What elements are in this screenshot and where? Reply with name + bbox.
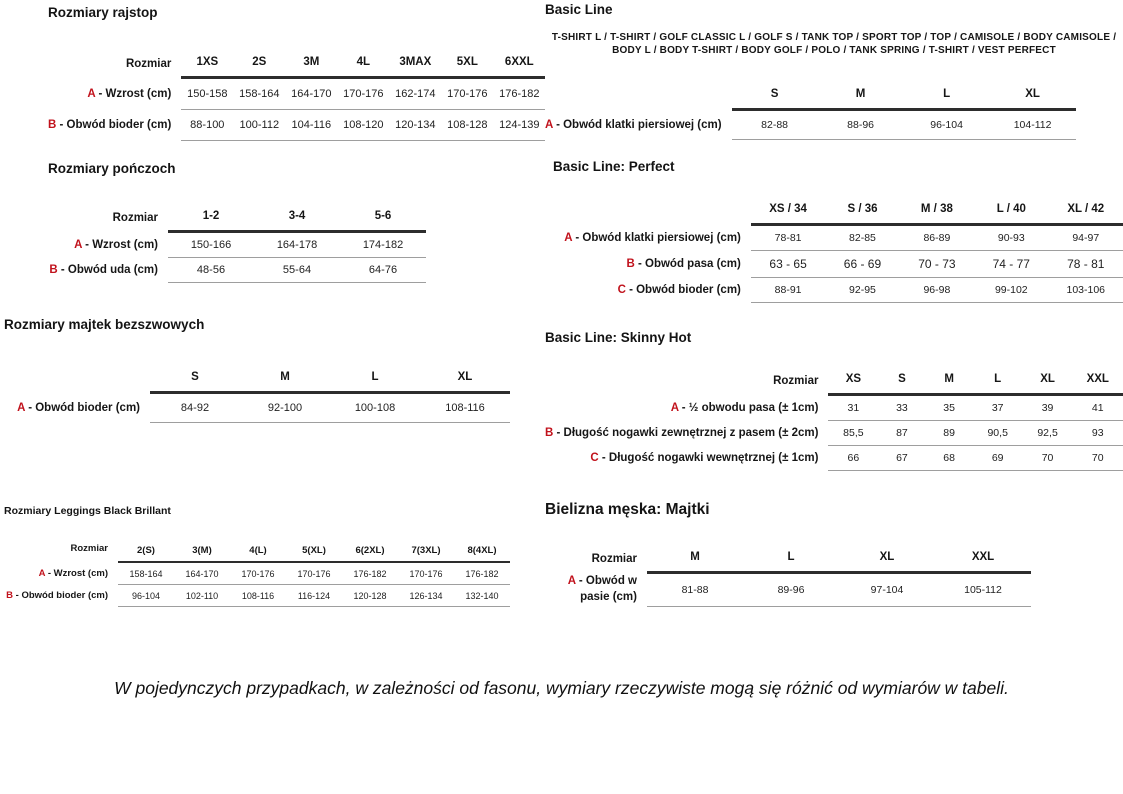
tights-size-table-container [48,52,545,141]
measurement-row [545,573,1031,607]
size-value: 74 - 77 [974,251,1048,278]
size-column-header: L / 40 [974,199,1048,225]
size-value: 124-139 [493,110,545,141]
corner-label: Rozmiar [591,552,637,565]
measurement-row [545,421,1123,446]
section-tights-sizes [48,5,545,141]
ponczochy-size-table [48,206,426,283]
size-value: 94-97 [1049,225,1123,251]
measurement-label: A - Obwód klatki piersiowej (cm) [564,231,741,244]
measurement-letter: B [6,590,13,601]
size-column-header: 3-4 [254,206,340,232]
size-value: 92-95 [825,278,899,303]
size-value: 68 [926,446,973,471]
measurement-row [4,585,510,607]
measurement-letter: B [626,258,635,270]
size-column-header: 4(L) [230,542,286,562]
size-value: 116-124 [286,585,342,607]
size-value: 85,5 [828,421,878,446]
corner-label: Rozmiar [70,543,108,554]
size-value: 88-96 [818,110,904,140]
size-column-header: 7(3XL) [398,542,454,562]
size-value: 104-116 [285,110,337,141]
size-value: 97-104 [839,573,935,607]
size-column-header: 2S [233,52,285,78]
size-value: 70 [1073,446,1123,471]
size-value: 64-76 [340,258,426,283]
size-value: 66 - 69 [825,251,899,278]
size-value: 33 [878,395,925,421]
section-leggings-sizes [4,505,510,607]
measurement-label: B - Obwód bioder (cm) [48,119,172,131]
size-value: 37 [973,395,1023,421]
size-column-header: L [330,367,420,393]
size-value: 164-170 [285,78,337,110]
measurement-letter: A [17,401,25,414]
size-value: 96-104 [118,585,174,607]
size-value: 78-81 [751,225,825,251]
size-column-header: S / 36 [825,199,899,225]
rajstop-size-table [48,52,545,141]
basic_line-size-table [545,84,1076,140]
measurement-letter: C [617,284,626,296]
size-column-header: XL / 42 [1049,199,1123,225]
size-value: 89 [926,421,973,446]
stockings-size-table-container [48,206,426,283]
disclaimer-note: W pojedynczych przypadkach, w zależności od fasonu, wymiary rzeczywiste mogą się różnić od wymiarów w tabeli. [114,678,1009,698]
section-title: Basic Line [545,2,613,17]
size-value: 90-93 [974,225,1048,251]
size-column-header: L [973,369,1023,395]
measurement-label: A - ½ obwodu pasa (± 1cm) [670,401,819,414]
seamless-panties-size-table-container [4,367,510,423]
size-column-header: 8(4XL) [454,542,510,562]
measurement-letter: A [38,567,46,579]
perfect-size-table [553,199,1123,303]
size-value: 89-96 [743,573,839,607]
size-column-header: S [878,369,925,395]
size-column-header: S [150,367,240,393]
size-value: 90,5 [973,421,1023,446]
size-value: 96-104 [904,110,990,140]
size-column-header: XL [420,367,510,393]
size-column-header: 5XL [441,52,493,78]
size-column-header: 6(2XL) [342,542,398,562]
size-value: 70 - 73 [900,251,974,278]
size-column-header: XXL [1073,369,1123,395]
size-value: 55-64 [254,258,340,283]
section-title: Rozmiary rajstop [48,5,158,20]
size-value: 93 [1073,421,1123,446]
measurement-row [553,278,1123,303]
measurement-letter: A [74,238,82,251]
measurement-row [4,393,510,423]
measurement-label: B - Obwód bioder (cm) [6,590,108,601]
header-row [4,367,510,393]
size-column-header: XL [839,547,935,573]
skinny_hot-size-table [545,369,1123,471]
section-basic-line [545,2,1123,140]
measurement-row [48,232,426,258]
size-value: 104-112 [990,110,1076,140]
size-value: 100-112 [233,110,285,141]
section-mens-underwear-briefs [545,500,1031,607]
size-value: 164-178 [254,232,340,258]
size-value: 100-108 [330,393,420,423]
size-value: 170-176 [286,562,342,585]
size-column-header: 3M [285,52,337,78]
measurement-letter: A [564,231,573,244]
header-row [545,84,1076,110]
size-value: 70 [1023,446,1073,471]
size-column-header: 6XXL [493,52,545,78]
measurement-letter: A [87,87,96,100]
perfect-size-table-container [553,199,1123,303]
size-value: 103-106 [1049,278,1123,303]
size-value: 87 [878,421,925,446]
size-column-header: M [240,367,330,393]
size-value: 132-140 [454,585,510,607]
measurement-row [553,251,1123,278]
size-column-header: 1-2 [168,206,254,232]
size-value: 108-116 [230,585,286,607]
size-value: 82-85 [825,225,899,251]
size-value: 170-176 [337,78,389,110]
header-row [553,199,1123,225]
size-column-header: XXL [935,547,1031,573]
header-row [48,52,545,78]
measurement-row [545,446,1123,471]
size-value: 120-134 [389,110,441,141]
measurement-label: A - Obwód klatki piersiowej (cm) [545,118,722,131]
measurement-label: B - Obwód uda (cm) [49,264,158,276]
header-row [545,369,1123,395]
measurement-label: A - Obwód w pasie (cm) [567,574,637,603]
size-value: 120-128 [342,585,398,607]
measurement-row [48,78,545,110]
size-column-header: 5(XL) [286,542,342,562]
size-value: 88-91 [751,278,825,303]
size-value: 108-116 [420,393,510,423]
size-value: 126-134 [398,585,454,607]
measurement-label: A - Obwód bioder (cm) [17,401,140,414]
size-value: 63 - 65 [751,251,825,278]
measurement-letter: A [567,574,576,587]
size-value: 170-176 [441,78,493,110]
size-column-header: 3(M) [174,542,230,562]
section-stockings-sizes [48,161,426,283]
measurement-label: A - Wzrost (cm) [74,238,158,251]
measurement-label: A - Wzrost (cm) [38,567,108,579]
corner-label: Rozmiar [112,211,158,224]
size-value: 102-110 [174,585,230,607]
size-column-header: XL [990,84,1076,110]
size-column-header: 5-6 [340,206,426,232]
size-column-header: 1XS [181,52,233,78]
section-title: Basic Line: Perfect [553,159,675,174]
section-title: Basic Line: Skinny Hot [545,330,692,345]
majtki_meskie-size-table [545,547,1031,607]
size-column-header: S [732,84,818,110]
size-value: 41 [1073,395,1123,421]
size-value: 39 [1023,395,1073,421]
section-title: Rozmiary Leggings Black Brillant [4,505,171,517]
size-value: 66 [828,446,878,471]
size-value: 35 [926,395,973,421]
measurement-letter: B [48,119,57,131]
skinny-hot-size-table-container [545,369,1123,471]
size-value: 86-89 [900,225,974,251]
measurement-label: A - Wzrost (cm) [87,87,172,100]
section-seamless-panties-sizes [4,317,510,423]
size-column-header: L [904,84,990,110]
size-column-header: 2(S) [118,542,174,562]
measurement-label: C - Długość nogawki wewnętrznej (± 1cm) [590,452,819,464]
header-row [48,206,426,232]
size-value: 150-158 [181,78,233,110]
size-column-header: L [743,547,839,573]
section-title: Bielizna męska: Majtki [545,501,710,518]
size-column-header: M [926,369,973,395]
size-value: 88-100 [181,110,233,141]
size-value: 81-88 [647,573,743,607]
measurement-letter: A [670,401,679,414]
section-title: Rozmiary pończoch [48,161,176,176]
size-value: 82-88 [732,110,818,140]
leggings-size-table-container [4,542,510,607]
size-value: 78 - 81 [1049,251,1123,278]
measurement-label: B - Długość nogawki zewnętrznej z pasem (± 2cm) [545,427,819,439]
measurement-row [48,258,426,283]
measurement-letter: C [590,452,599,464]
size-value: 108-128 [441,110,493,141]
header-row [4,542,510,562]
size-value: 158-164 [233,78,285,110]
section-basic-line-skinny-hot [545,330,1123,471]
corner-label [553,199,751,225]
measurement-row [4,562,510,585]
size-value: 158-164 [118,562,174,585]
size-column-header: 3MAX [389,52,441,78]
section-title: Rozmiary majtek bezszwowych [4,317,205,332]
size-value: 174-182 [340,232,426,258]
size-value: 99-102 [974,278,1048,303]
size-column-header: M [647,547,743,573]
leggings-size-table [4,542,510,607]
section-basic-line-perfect [553,159,1123,303]
measurement-row [48,110,545,141]
size-column-header: XS [828,369,878,395]
size-column-header: XS / 34 [751,199,825,225]
measurement-letter: B [49,264,58,276]
measurement-letter: A [545,118,553,131]
size-value: 176-182 [454,562,510,585]
size-value: 162-174 [389,78,441,110]
size-value: 31 [828,395,878,421]
header-row [545,547,1031,573]
measurement-row [553,225,1123,251]
measurement-row [545,110,1076,140]
size-column-header: M / 38 [900,199,974,225]
size-value: 69 [973,446,1023,471]
size-value: 176-182 [342,562,398,585]
size-column-header: 4L [337,52,389,78]
size-value: 108-120 [337,110,389,141]
size-value: 176-182 [493,78,545,110]
corner-label: Rozmiar [125,57,172,70]
corner-label [4,367,150,393]
product-list: T-SHIRT L / T-SHIRT / GOLF CLASSIC L / GOLF S / TANK TOP / SPORT TOP / TOP / CAMISOLE / BODY CAMISOLE / BODY L / BODY T-SHIRT / BODY GOLF / POLO / TANK SPRING / T-SHIRT / VEST PERFECT [551,32,1117,56]
size-value: 96-98 [900,278,974,303]
measurement-row [545,395,1123,421]
size-value: 150-166 [168,232,254,258]
basic-line-size-table-container [545,84,1123,140]
size-value: 92-100 [240,393,330,423]
corner-label [545,84,732,110]
size-value: 84-92 [150,393,240,423]
size-value: 105-112 [935,573,1031,607]
measurement-label: C - Obwód bioder (cm) [617,284,741,296]
measurement-label: B - Obwód pasa (cm) [626,258,741,270]
size-value: 92,5 [1023,421,1073,446]
size-column-header: XL [1023,369,1073,395]
size-value: 67 [878,446,925,471]
measurement-letter: B [545,427,554,439]
size-value: 170-176 [398,562,454,585]
mens-briefs-size-table-container [545,547,1031,607]
size-value: 48-56 [168,258,254,283]
size-value: 170-176 [230,562,286,585]
majtki_bezszwowe-size-table [4,367,510,423]
size-column-header: M [818,84,904,110]
size-value: 164-170 [174,562,230,585]
corner-label: Rozmiar [773,374,819,387]
